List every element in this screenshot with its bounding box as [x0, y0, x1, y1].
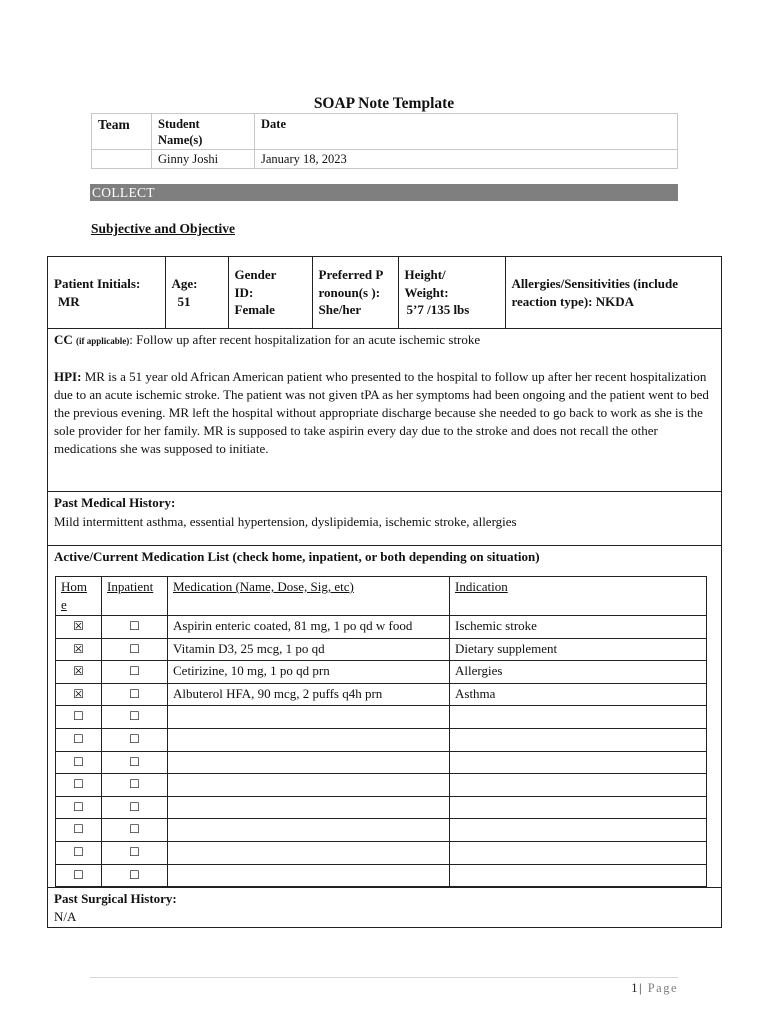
cc-text: : Follow up after recent hospitalization for an acute ischemic stroke: [129, 332, 481, 347]
cc-hpi-row: [48, 329, 722, 492]
date-header: Date: [255, 114, 678, 150]
inpatient-checkbox[interactable]: ☐: [102, 683, 168, 706]
indication-header: Indication: [450, 577, 707, 616]
collect-section-bar: COLLECT: [90, 184, 678, 201]
indication-cell: Ischemic stroke: [450, 616, 707, 639]
inpatient-checkbox[interactable]: ☐: [102, 841, 168, 864]
medication-list-title: Active/Current Medication List (check home, inpatient, or both depending on situation): [54, 549, 540, 564]
medication-row: [56, 819, 707, 842]
inpatient-checkbox[interactable]: ☐: [102, 819, 168, 842]
patient-initials-value: MR: [58, 293, 80, 309]
indication-cell: [450, 864, 707, 887]
cc-hpi-cell: [48, 329, 722, 492]
indication-cell: [450, 796, 707, 819]
patient-initials-cell: [48, 257, 165, 328]
team-value: [92, 150, 152, 169]
psh-label: Past Surgical History:: [54, 891, 177, 907]
student-name-value: Ginny Joshi: [152, 150, 255, 169]
home-checkbox[interactable]: ☐: [56, 774, 102, 797]
indication-cell: [450, 751, 707, 774]
medication-table: [55, 576, 707, 887]
home-checkbox[interactable]: ☒: [56, 616, 102, 639]
indication-cell: [450, 841, 707, 864]
soap-main-table: [47, 256, 722, 928]
gender-cell: [228, 257, 312, 328]
medication-row: [56, 683, 707, 706]
team-table-header-row: [92, 114, 678, 150]
home-checkbox[interactable]: ☒: [56, 683, 102, 706]
team-header: Team: [92, 114, 152, 150]
medication-cell: [168, 706, 450, 729]
medication-row: [56, 774, 707, 797]
allergies-value: NKDA: [595, 293, 635, 309]
cc-label: CC: [54, 332, 73, 347]
height-weight-value: 5’7 /135 lbs: [406, 302, 470, 318]
medication-cell: [168, 751, 450, 774]
medication-row: [56, 751, 707, 774]
cc-qualifier: (if applicable): [76, 336, 130, 346]
medication-row: [56, 661, 707, 684]
age-label: Age:: [171, 276, 198, 292]
home-checkbox[interactable]: ☐: [56, 841, 102, 864]
page-label: Page: [647, 981, 678, 995]
hpi-label: HPI:: [54, 369, 82, 384]
chief-complaint: [54, 331, 715, 350]
footer-divider: [90, 977, 678, 978]
indication-cell: [450, 774, 707, 797]
date-value: January 18, 2023: [255, 150, 678, 169]
medication-list-cell: [48, 546, 722, 888]
allergies-cell: [505, 257, 721, 328]
indication-cell: Asthma: [450, 683, 707, 706]
inpatient-checkbox[interactable]: ☐: [102, 864, 168, 887]
medication-cell: Aspirin enteric coated, 81 mg, 1 po qd w food: [168, 616, 450, 639]
indication-cell: Dietary supplement: [450, 638, 707, 661]
pmh-cell: [48, 492, 722, 546]
medication-cell: [168, 819, 450, 842]
home-checkbox[interactable]: ☐: [56, 751, 102, 774]
psh-cell: [48, 888, 722, 928]
medication-row: [56, 728, 707, 751]
allergies-label: Allergies/Sensitivities (include reaction type):: [511, 276, 678, 309]
home-checkbox[interactable]: ☐: [56, 728, 102, 751]
height-weight-label: Height/ Weight:: [404, 267, 449, 300]
page-number: [631, 981, 678, 996]
patient-info-cell: [48, 257, 722, 329]
home-checkbox[interactable]: ☐: [56, 864, 102, 887]
medication-row: [56, 616, 707, 639]
home-checkbox[interactable]: ☐: [56, 796, 102, 819]
home-checkbox[interactable]: ☒: [56, 638, 102, 661]
inpatient-header: Inpatient: [102, 577, 168, 616]
pmh-label: Past Medical History:: [54, 495, 176, 510]
indication-cell: [450, 819, 707, 842]
gender-value: Female: [234, 302, 275, 318]
medication-cell: [168, 796, 450, 819]
indication-cell: [450, 706, 707, 729]
age-cell: [165, 257, 228, 328]
medication-cell: [168, 864, 450, 887]
medication-row: [56, 638, 707, 661]
indication-cell: Allergies: [450, 661, 707, 684]
student-names-header: Student Name(s): [152, 114, 255, 150]
medication-cell: Albuterol HFA, 90 mcg, 2 puffs q4h prn: [168, 683, 450, 706]
inpatient-checkbox[interactable]: ☐: [102, 661, 168, 684]
gender-label: Gender ID:: [234, 267, 277, 300]
medication-row: [56, 706, 707, 729]
inpatient-checkbox[interactable]: ☐: [102, 728, 168, 751]
indication-cell: [450, 728, 707, 751]
home-checkbox[interactable]: ☐: [56, 819, 102, 842]
page-separator: |: [639, 981, 644, 995]
medication-cell: [168, 774, 450, 797]
pmh-text: Mild intermittent asthma, essential hypertension, dyslipidemia, ischemic stroke, allergies: [54, 513, 517, 529]
pmh-row: [48, 492, 722, 546]
home-checkbox[interactable]: ☐: [56, 706, 102, 729]
page-number-value: 1: [631, 981, 640, 995]
medication-header: Medication (Name, Dose, Sig, etc): [168, 577, 450, 616]
height-weight-cell: [398, 257, 505, 328]
hpi-text: MR is a 51 year old African American patient who presented to the hospital to follow up after her recent hospitalization due to an acute ischemic stroke. The patient was not given tPA as her symptoms had been ongoing and the patient went to bed the previous evening. MR left the hospital without appropriate discharge because she needed to go back to work as she is the sole provider for her family. MR is supposed to take aspirin every day due to the stroke and does not recall the other medications she was supposed to initiate.: [54, 369, 709, 456]
inpatient-checkbox[interactable]: ☐: [102, 638, 168, 661]
medication-cell: [168, 841, 450, 864]
pronoun-label: Preferred Pronoun(s ):: [318, 267, 384, 300]
medication-row: [56, 841, 707, 864]
pronoun-cell: [312, 257, 398, 328]
patient-info-row: [48, 257, 722, 329]
home-checkbox[interactable]: ☒: [56, 661, 102, 684]
medication-row: [56, 864, 707, 887]
psh-row: [48, 888, 722, 928]
team-table-row: [92, 150, 678, 169]
home-header: Hom e: [56, 577, 102, 616]
medication-cell: [168, 728, 450, 751]
page-title: SOAP Note Template: [313, 95, 455, 112]
psh-text: N/A: [54, 908, 77, 924]
inpatient-checkbox[interactable]: ☐: [102, 796, 168, 819]
medication-row: [56, 796, 707, 819]
medication-table-header: [56, 577, 707, 616]
medication-list-row: [48, 546, 722, 888]
subjective-objective-heading: Subjective and Objective: [91, 221, 235, 236]
medication-cell: Cetirizine, 10 mg, 1 po qd prn: [168, 661, 450, 684]
inpatient-checkbox[interactable]: ☐: [102, 706, 168, 729]
inpatient-checkbox[interactable]: ☐: [102, 751, 168, 774]
hpi: [54, 368, 715, 458]
inpatient-checkbox[interactable]: ☐: [102, 774, 168, 797]
inpatient-checkbox[interactable]: ☐: [102, 616, 168, 639]
pronoun-value: She/her: [318, 302, 362, 318]
age-value: 51: [177, 293, 191, 309]
medication-cell: Vitamin D3, 25 mcg, 1 po qd: [168, 638, 450, 661]
patient-info-table: [48, 257, 721, 328]
patient-initials-label: Patient Initials:: [54, 276, 141, 292]
team-info-table: [91, 113, 678, 169]
